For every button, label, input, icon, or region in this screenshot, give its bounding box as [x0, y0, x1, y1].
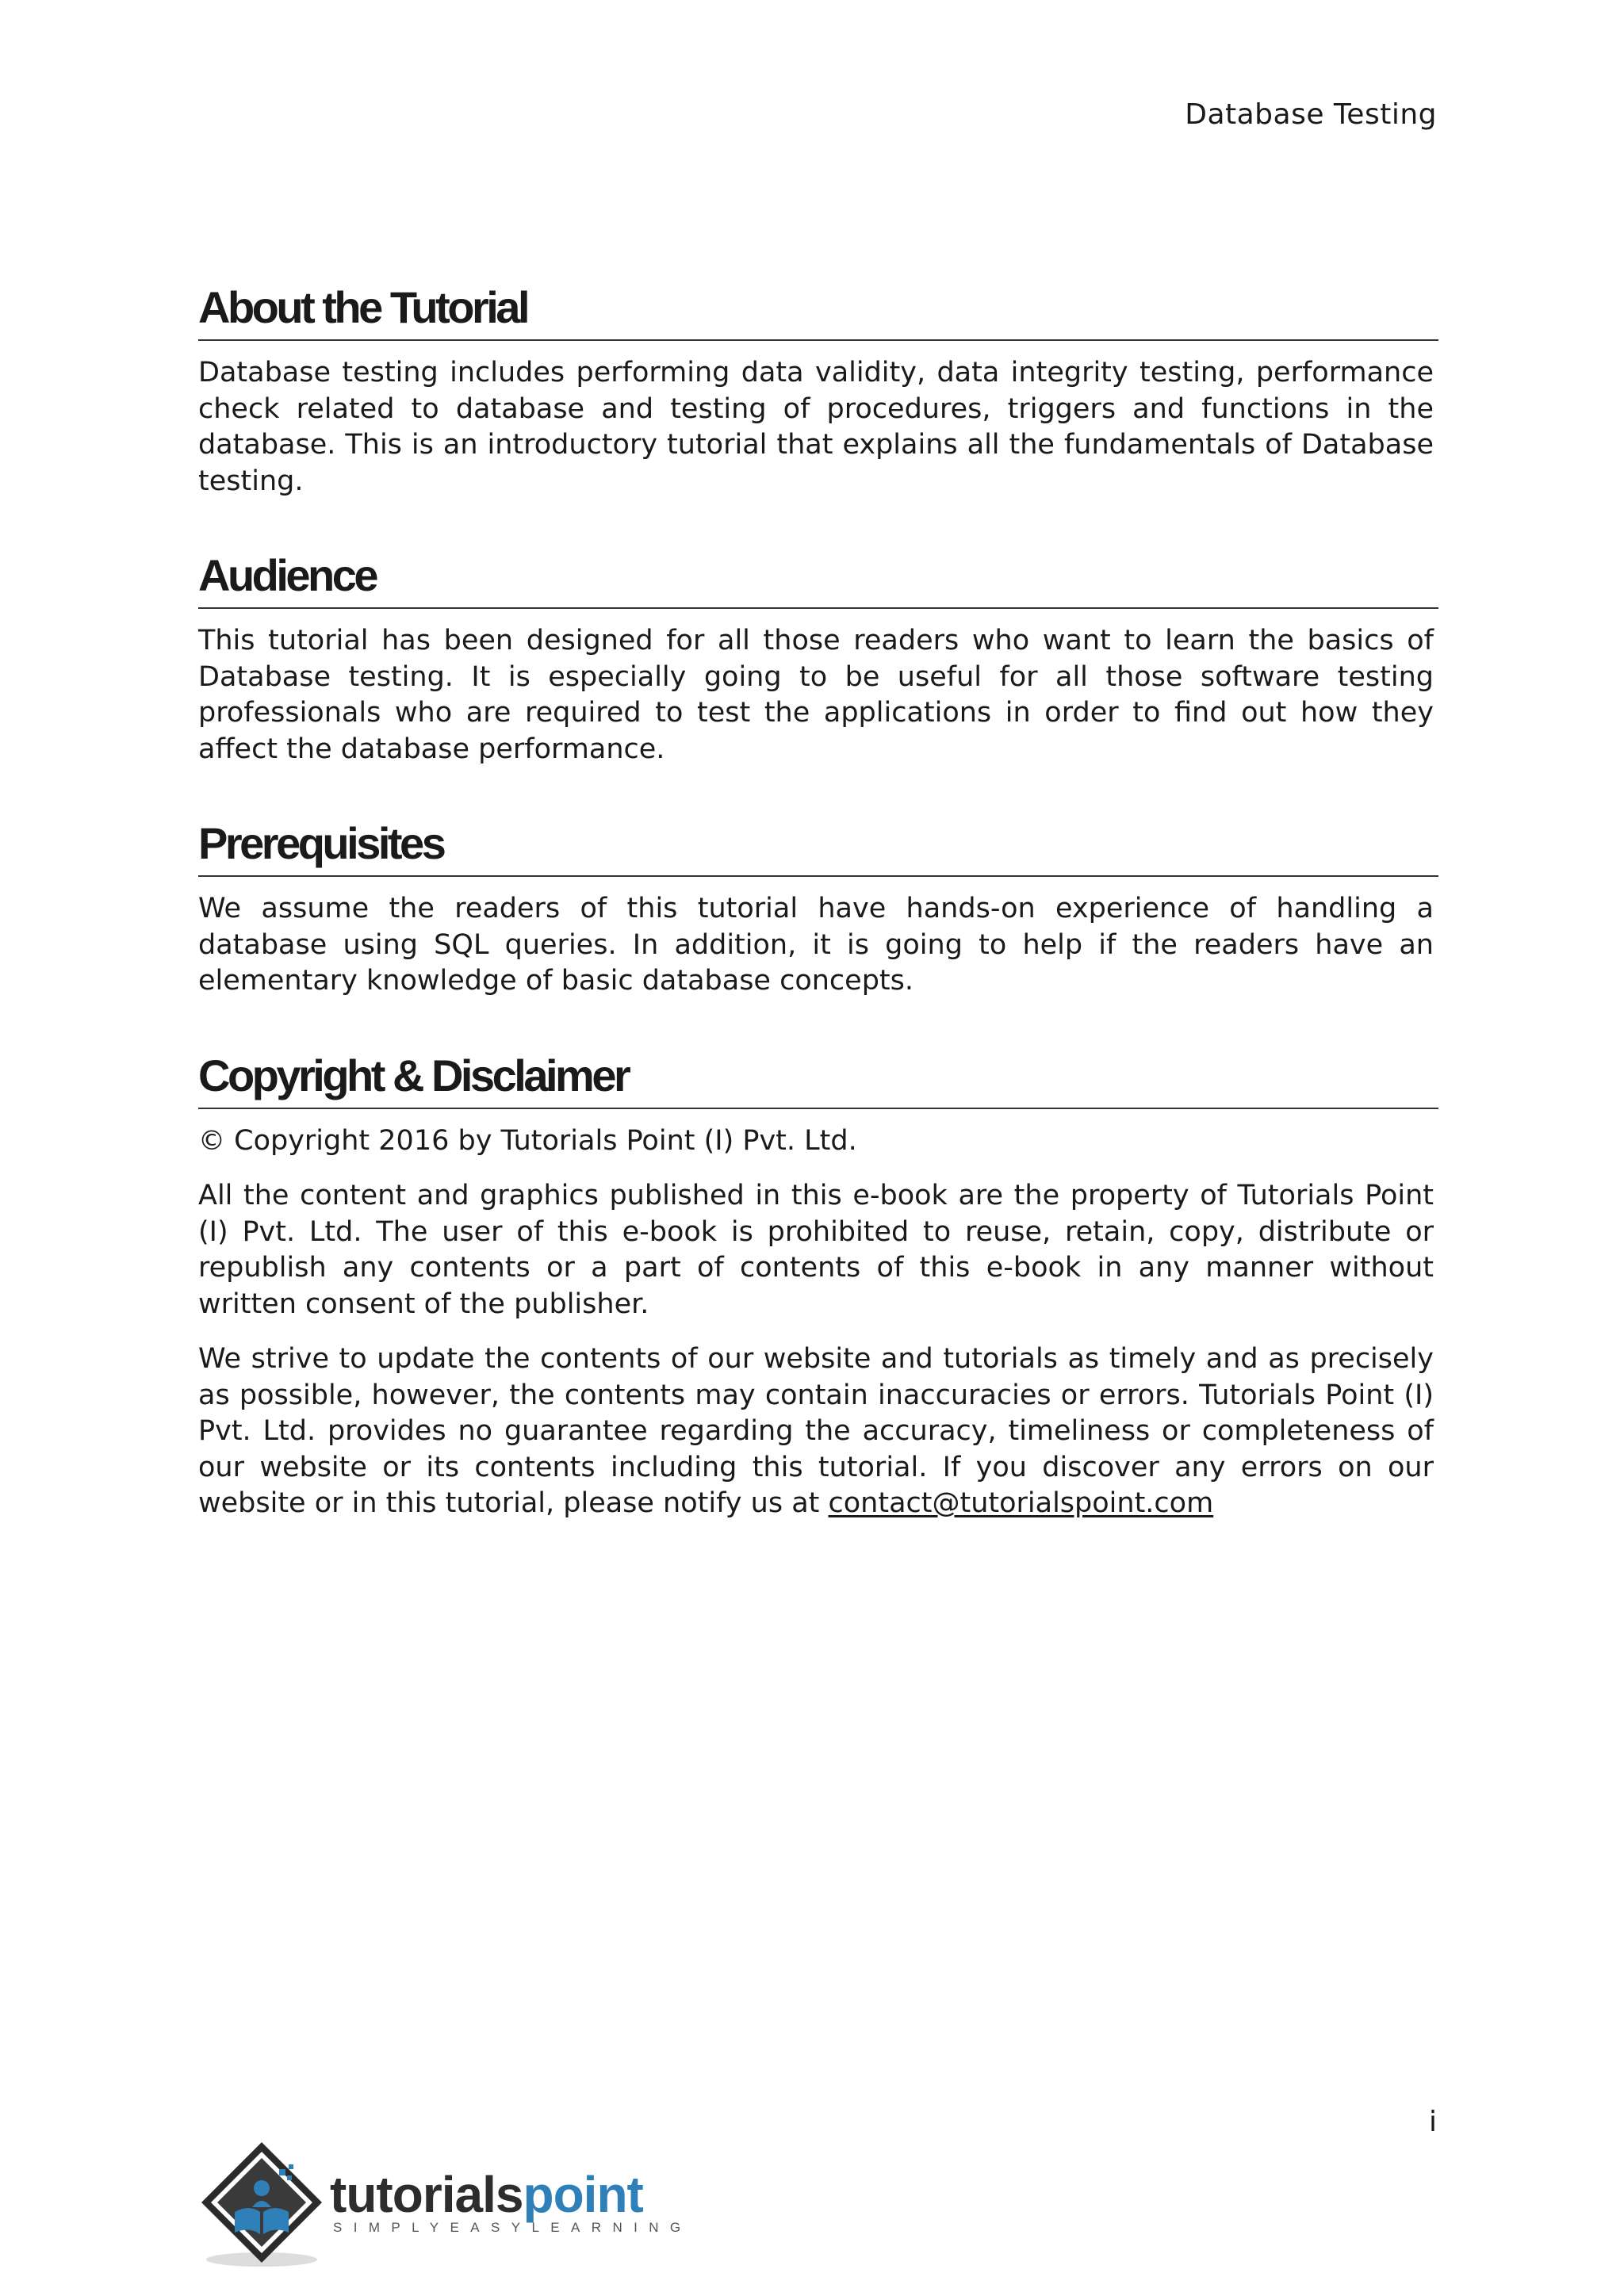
copyright-icon: ©	[198, 1124, 225, 1157]
logo-wordmark-part1: tutorials	[330, 2166, 523, 2223]
paragraph	[198, 1341, 1438, 1522]
section-title: About the Tutorial	[198, 279, 1438, 341]
page-content	[198, 279, 1438, 1522]
paragraph: Database testing includes performing data validity, data integrity testing, performance check related to database and testing of procedures, triggers and functions in the database. This is an introductory tutorial that explains all the fundamentals of Database testing.	[198, 357, 1434, 497]
contact-email-link[interactable]: contact@tutorialspoint.com	[828, 1487, 1214, 1519]
section-about	[198, 279, 1438, 499]
logo-wordmark	[330, 2166, 643, 2223]
tutorialspoint-logo	[197, 2136, 692, 2269]
page-number: i	[1428, 2106, 1437, 2138]
paragraph: We assume the readers of this tutorial have hands-on experience of handling a database using SQL queries. In addition, it is going to help if the readers have an elementary knowledge of basic database concepts.	[198, 893, 1434, 997]
paragraph-text: We strive to update the contents of our website and tutorials as timely and as precisely as possible, however, the contents may contain inaccuracies or errors. Tutorials Point (I) Pvt. Ltd. provides no guarantee regarding the accuracy, timeliness or completeness of our website or its contents including this tutorial. If you discover any errors on our website or in this tutorial, please notify us at	[198, 1343, 1434, 1519]
paragraph: This tutorial has been designed for all those readers who want to learn the basics of Database testing. It is especially going to be useful for all those software testing professionals who are required to test the applications in order to find out how they affect the database performance.	[198, 625, 1434, 765]
section-title: Copyright & Disclaimer	[198, 1047, 1438, 1109]
section-title: Prerequisites	[198, 815, 1438, 877]
tutorialspoint-logo-icon	[197, 2136, 330, 2269]
logo-wordmark-part2: point	[523, 2166, 643, 2223]
section-prerequisites	[198, 815, 1438, 1000]
section-audience	[198, 547, 1438, 767]
logo-tagline: SIMPLYEASYLEARNING	[333, 2220, 692, 2235]
paragraph: All the content and graphics published in this e-book are the property of Tutorials Point (I) Pvt. Ltd. The user of this e-book is prohibited to reuse, retain, copy, distribute or republish any contents or a part of contents of this e-book in any manner without written consent of the publisher.	[198, 1180, 1434, 1320]
copyright-line	[198, 1123, 1438, 1160]
section-title: Audience	[198, 547, 1438, 609]
copyright-text: Copyright 2016 by Tutorials Point (I) Pvt. Ltd.	[234, 1124, 857, 1157]
section-copyright	[198, 1047, 1438, 1522]
running-header: Database Testing	[1185, 98, 1437, 131]
